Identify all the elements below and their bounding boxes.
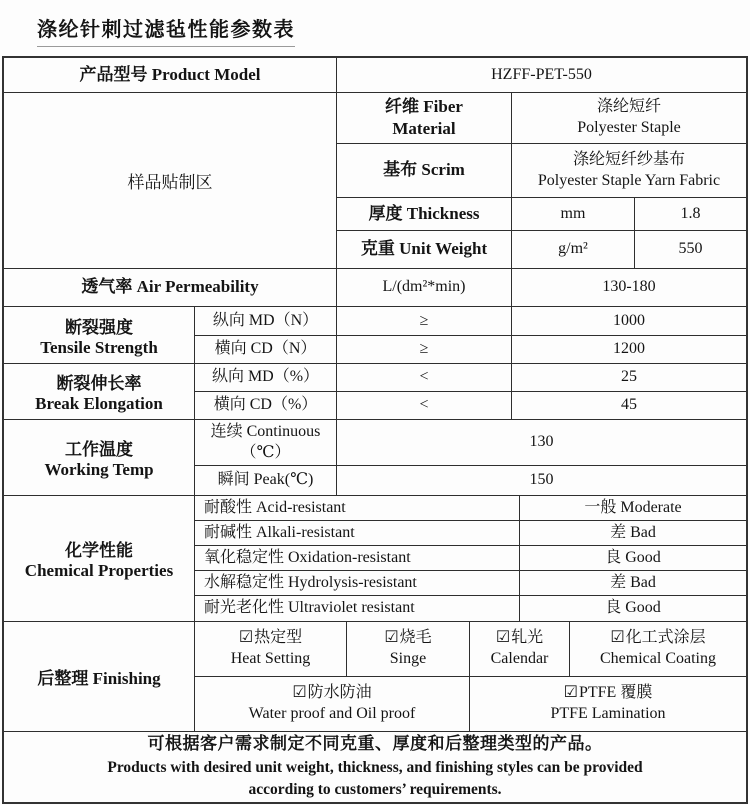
tensile-md-value: 1000	[613, 311, 645, 329]
checkbox-checked-icon: ☑	[563, 684, 578, 702]
working-temp-label: 工作温度 Working Temp	[4, 420, 195, 495]
finishing-row-2	[195, 677, 746, 731]
tensile-cd-value: 1200	[613, 340, 645, 358]
break-elongation-section	[4, 364, 746, 420]
oxidation-resistant-label: 氧化稳定性 Oxidation-resistant	[195, 546, 520, 570]
footer-note-en-1: Products with desired unit weight, thickness, and finishing styles can be provided	[107, 758, 643, 776]
air-permeability-label: 透气率 Air Permeability	[4, 269, 337, 306]
footer-note-en-2: according to customers’ requirements.	[248, 781, 502, 799]
unit-weight-value: 550	[678, 240, 703, 258]
elongation-md-row	[195, 364, 746, 392]
checkbox-checked-icon: ☑	[384, 629, 399, 647]
tensile-cd-row	[195, 336, 746, 363]
scrim-row	[337, 144, 746, 198]
tensile-strength-label: 断裂强度 Tensile Strength	[4, 307, 195, 363]
spec-table	[2, 56, 748, 804]
sample-area-label: 样品贴制区	[4, 93, 337, 268]
checkbox-checked-icon: ☑	[292, 684, 307, 702]
elongation-md-value: 25	[621, 368, 637, 386]
thickness-unit: mm	[512, 198, 635, 230]
finishing-ptfe-lamination: ☑PTFE 覆膜 PTFE Lamination	[550, 684, 666, 722]
tensile-cd-label: 横向 CD（N）	[195, 336, 337, 363]
thickness-label: 厚度 Thickness	[337, 198, 512, 230]
peak-temp-value: 150	[529, 471, 554, 489]
ultraviolet-resistant-row	[195, 596, 746, 621]
tensile-md-label: 纵向 MD（N）	[195, 307, 337, 335]
unit-weight-unit: g/m²	[512, 231, 635, 268]
working-temp-section	[4, 420, 746, 496]
product-model-value: HZFF-PET-550	[491, 65, 592, 83]
peak-temp-label: 瞬间 Peak(℃)	[195, 466, 337, 495]
finishing-chemical-coating: ☑化工式涂层 Chemical Coating	[600, 629, 716, 667]
unit-weight-label: 克重 Unit Weight	[337, 231, 512, 268]
tensile-cd-operator: ≥	[337, 336, 512, 363]
elongation-md-operator: <	[337, 364, 512, 391]
page-title: 涤纶针刺过滤毡性能参数表	[37, 13, 295, 47]
chemical-properties-label: 化学性能 Chemical Properties	[4, 496, 195, 621]
break-elongation-label: 断裂伸长率 Break Elongation	[4, 364, 195, 419]
sample-area-section	[4, 93, 746, 269]
fiber-row	[337, 93, 746, 144]
product-model-row	[4, 58, 746, 93]
acid-resistant-value: 一般 Moderate	[584, 498, 682, 516]
air-permeability-row	[4, 269, 746, 307]
tensile-md-row	[195, 307, 746, 336]
peak-temp-row	[195, 466, 746, 495]
finishing-heat-setting: ☑热定型 Heat Setting	[195, 622, 347, 676]
oxidation-resistant-row	[195, 546, 746, 571]
chemical-properties-section	[4, 496, 746, 622]
thickness-row	[337, 198, 746, 231]
alkali-resistant-row	[195, 521, 746, 546]
tensile-strength-section	[4, 307, 746, 364]
elongation-cd-row	[195, 392, 746, 419]
checkbox-checked-icon: ☑	[238, 629, 254, 647]
ultraviolet-resistant-value: 良 Good	[605, 599, 661, 617]
footer-note	[4, 732, 746, 802]
continuous-temp-value: 130	[529, 433, 554, 451]
continuous-temp-label: 连续 Continuous（℃）	[195, 420, 337, 465]
acid-resistant-label: 耐酸性 Acid-resistant	[195, 496, 520, 520]
elongation-cd-value: 45	[621, 396, 637, 414]
finishing-row-1	[195, 622, 746, 677]
elongation-md-label: 纵向 MD（%）	[195, 364, 337, 391]
fiber-value: 涤纶短纤 Polyester Staple	[577, 98, 681, 136]
finishing-calendar: ☑轧光 Calendar	[470, 622, 570, 676]
alkali-resistant-value: 差 Bad	[610, 523, 656, 541]
checkbox-checked-icon: ☑	[495, 629, 511, 647]
elongation-cd-label: 横向 CD（%）	[195, 392, 337, 419]
hydrolysis-resistant-label: 水解稳定性 Hydrolysis-resistant	[195, 571, 520, 595]
checkbox-checked-icon: ☑	[610, 629, 625, 647]
finishing-label: 后整理 Finishing	[4, 622, 195, 731]
fiber-label: 纤维 Fiber Material	[337, 93, 512, 143]
scrim-value: 涤纶短纤纱基布 Polyester Staple Yarn Fabric	[537, 150, 721, 189]
alkali-resistant-label: 耐碱性 Alkali-resistant	[195, 521, 520, 545]
hydrolysis-resistant-row	[195, 571, 746, 596]
tensile-md-operator: ≥	[337, 307, 512, 335]
finishing-waterproof: ☑防水防油 Water proof and Oil proof	[195, 677, 470, 731]
air-permeability-unit: L/(dm²*min)	[337, 269, 512, 306]
oxidation-resistant-value: 良 Good	[605, 548, 661, 566]
product-model-label: 产品型号 Product Model	[4, 58, 337, 92]
ultraviolet-resistant-label: 耐光老化性 Ultraviolet resistant	[195, 596, 520, 621]
continuous-temp-row	[195, 420, 746, 466]
finishing-singe: ☑烧毛 Singe	[347, 622, 470, 676]
thickness-value: 1.8	[680, 204, 701, 222]
scrim-label: 基布 Scrim	[337, 144, 512, 197]
unit-weight-row	[337, 231, 746, 268]
acid-resistant-row	[195, 496, 746, 521]
elongation-cd-operator: <	[337, 392, 512, 419]
finishing-section	[4, 622, 746, 732]
air-permeability-value: 130-180	[602, 278, 656, 296]
footer-note-zh: 可根据客户需求制定不同克重、厚度和后整理类型的产品。	[147, 734, 603, 754]
hydrolysis-resistant-value: 差 Bad	[610, 573, 656, 591]
